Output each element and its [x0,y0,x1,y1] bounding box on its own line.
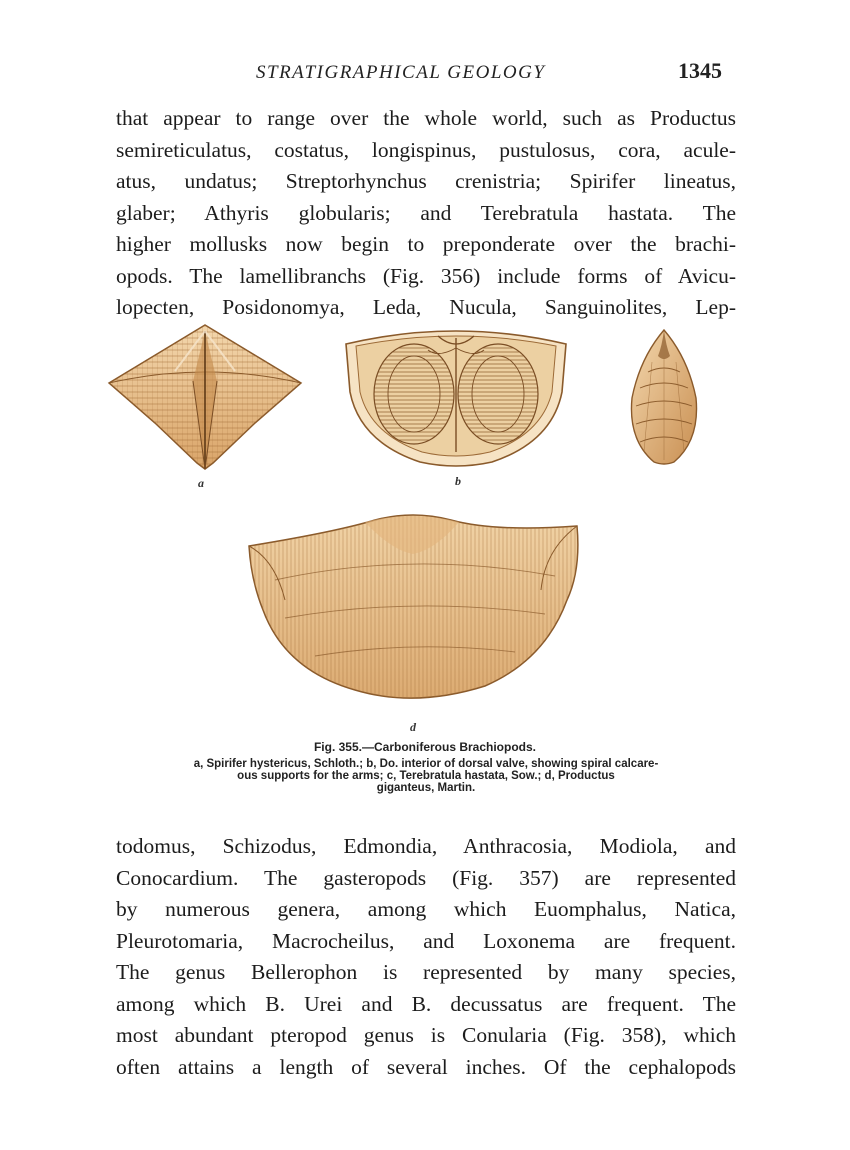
caption-line: a, Spirifer hystericus, Schloth.; b, Do. interior of dorsal valve, showing spiral calcare- [193,758,659,770]
figure-label-b: b [455,474,461,488]
caption-title: Fig. 355.—Carboniferous Brachiopods. [313,740,537,754]
fossil-illustration-d [245,510,581,706]
text-line: semireticulatus, costatus, longispinus, pustulosus, cora, acule- [116,137,736,162]
text-line: by numerous genera, among which Euomphalus, Natica, [116,897,736,921]
text-line: that appear to range over the whole world, such as Productus [116,106,736,130]
text-line: most abundant pteropod genus is Conularia (Fig. 358), which [116,1023,736,1047]
paragraph-bottom [116,831,736,1083]
fossil-illustration-c [628,328,700,466]
figure-label-d: d [410,720,416,734]
text-line: often attains a length of several inches. Of the cephalopods [116,1054,736,1079]
page-number: 1345 [678,58,722,83]
text-line: among which B. Urei and B. decussatus are frequent. The [116,991,736,1016]
running-head [0,58,850,88]
caption-line: giganteus, Martin. [376,782,476,794]
text-line: opods. The lamellibranchs (Fig. 356) include forms of Avicu- [116,263,736,288]
text-line: glaber; Athyris globularis; and Terebratula hastata. The [116,200,736,225]
text-line: lopecten, Posidonomya, Leda, Nucula, Sanguinolites, Lep- [116,295,736,319]
text-line: atus, undatus; Streptorhynchus crenistria; Spirifer lineatus, [116,169,736,193]
text-line: The genus Bellerophon is represented by many species, [116,960,736,984]
running-title: STRATIGRAPHICAL GEOLOGY [256,62,546,83]
paragraph-top [116,103,736,324]
fossil-illustration-b [342,322,570,470]
text-line: higher mollusks now begin to preponderate over the brachi- [116,232,736,256]
caption-line: ous supports for the arms; c, Terebratula hastata, Sow.; d, Productus [237,770,615,782]
text-line: Pleurotomaria, Macrocheilus, and Loxonema are frequent. [116,928,736,953]
figure-label-a: a [198,476,204,490]
fossil-illustration-a [105,323,305,473]
text-line: todomus, Schizodus, Edmondia, Anthracosia, Modiola, and [116,834,736,858]
caption-body [116,758,736,794]
text-line: Conocardium. The gasteropods (Fig. 357) are represented [116,865,736,890]
